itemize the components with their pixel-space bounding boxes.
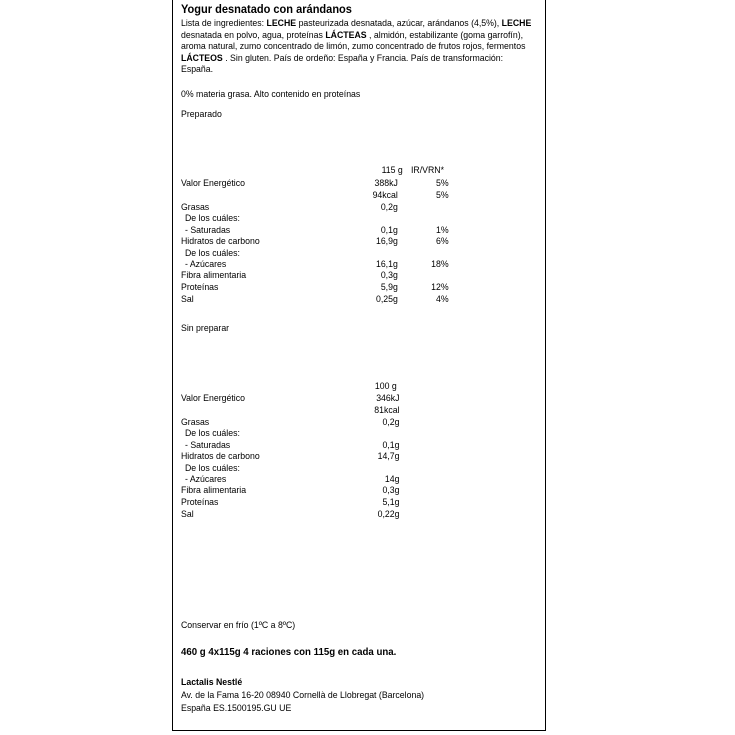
- nutrient-value: 5,9g: [380, 282, 398, 293]
- nutrient-label: - Saturadas: [185, 225, 231, 236]
- company-country-code: España ES.1500195.GU UE: [181, 703, 292, 714]
- unprepared-label: Sin preparar: [181, 323, 230, 334]
- nutrient-value: 0,25g: [375, 294, 398, 305]
- ingredients-list: [181, 18, 532, 76]
- allergen-4: LÁCTEOS: [181, 52, 223, 64]
- nutrient-ir-percent: 12%: [431, 282, 449, 293]
- nutrient-value: 0,3g: [380, 270, 398, 281]
- allergen-2: LECHE: [501, 18, 532, 29]
- nutrient-value: 5,1g: [382, 497, 400, 508]
- nutrient-label: Proteínas: [181, 497, 219, 508]
- nutrient-value: 81kcal: [374, 405, 400, 416]
- nutrient-label: Fibra alimentaria: [181, 270, 247, 281]
- unprepared-qty-header: 100 g: [374, 381, 397, 392]
- ingredients-part-3: , almidón, estabilizante (goma garrofín), aroma natural, zumo concentrado de limón, zumo concentrado de frutos rojos, fermentos: [181, 29, 526, 52]
- nutrient-label: Grasas: [181, 202, 210, 213]
- prepared-label: Preparado: [181, 109, 222, 120]
- nutrient-label: Valor Energético: [181, 393, 245, 404]
- nutrient-label: De los cuáles:: [185, 248, 240, 259]
- prepared-ir-header: IR/VRN*: [411, 165, 445, 176]
- allergen-3: LÁCTEAS: [325, 29, 367, 41]
- nutrient-value: 0,2g: [380, 202, 398, 213]
- nutrient-value: 0,22g: [377, 509, 400, 520]
- nutrient-label: Hidratos de carbono: [181, 236, 260, 247]
- nutrient-label: De los cuáles:: [185, 428, 240, 439]
- prepared-qty-header: 115 g: [381, 165, 403, 176]
- nutrient-label: Fibra alimentaria: [181, 485, 247, 496]
- nutrient-value: 0,1g: [380, 225, 398, 236]
- nutrient-label: Grasas: [181, 417, 210, 428]
- company-address: Av. de la Fama 16-20 08940 Cornellà de Llobregat (Barcelona): [181, 690, 425, 701]
- nutrient-label: - Azúcares: [185, 474, 227, 485]
- nutrient-label: - Saturadas: [185, 440, 231, 451]
- nutrient-label: De los cuáles:: [185, 213, 240, 224]
- nutrition-claim: 0% materia grasa. Alto contenido en proteínas: [181, 89, 361, 100]
- nutrient-value: 16,9g: [375, 236, 398, 247]
- allergen-1: LECHE: [266, 18, 297, 29]
- nutrient-value: 0,3g: [382, 485, 400, 496]
- ingredients-part-2: desnatada en polvo, agua, proteínas: [181, 29, 326, 41]
- nutrient-value: 94kcal: [372, 190, 398, 201]
- pack-info: 460 g 4x115g 4 raciones con 115g en cada una.: [181, 646, 397, 658]
- ingredients-part-1: pasteurizada desnatada, azúcar, arándanos (4,5%),: [296, 18, 502, 29]
- nutrient-ir-percent: 1%: [436, 225, 449, 236]
- nutrient-value: 14,7g: [377, 451, 400, 462]
- ingredients-prefix: Lista de ingredientes:: [181, 18, 267, 29]
- ingredients-part-4: . Sin gluten. País de ordeño: España y Francia. País de transformación: España.: [181, 52, 504, 75]
- storage-instructions: Conservar en frío (1ºC a 8ºC): [181, 620, 296, 631]
- nutrient-label: - Azúcares: [185, 259, 227, 270]
- nutrient-label: De los cuáles:: [185, 463, 240, 474]
- nutrient-ir-percent: 18%: [431, 259, 449, 270]
- nutrient-label: Proteínas: [181, 282, 219, 293]
- nutrient-value: 16,1g: [375, 259, 398, 270]
- nutrient-value: 0,1g: [382, 440, 400, 451]
- nutrient-ir-percent: 4%: [436, 294, 449, 305]
- nutrient-ir-percent: 5%: [436, 178, 449, 189]
- nutrient-value: 0,2g: [382, 417, 400, 428]
- nutrient-value: 14g: [384, 474, 400, 485]
- nutrient-label: Valor Energético: [181, 178, 245, 189]
- nutrient-value: 388kJ: [374, 178, 398, 189]
- nutrient-value: 346kJ: [376, 393, 400, 404]
- product-title: Yogur desnatado con arándanos: [181, 2, 352, 16]
- nutrient-label: Hidratos de carbono: [181, 451, 260, 462]
- company-name: Lactalis Nestlé: [181, 677, 243, 688]
- nutrient-ir-percent: 6%: [436, 236, 449, 247]
- nutrient-label: Sal: [181, 294, 194, 305]
- nutrient-label: Sal: [181, 509, 194, 520]
- nutrient-ir-percent: 5%: [436, 190, 449, 201]
